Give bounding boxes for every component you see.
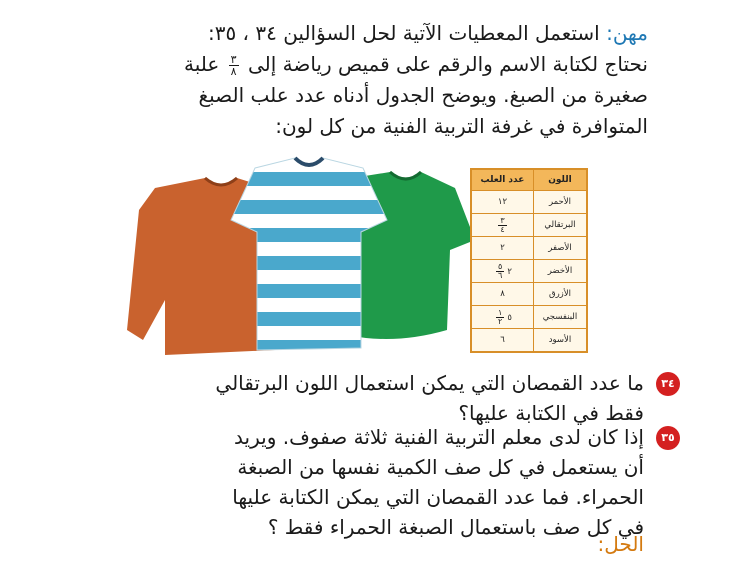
intro-line-2: نحتاج لكتابة الاسم والرقم على قميص رياضة إلى $\frac{٣}{٨}$ علبة xyxy=(183,52,648,78)
table-row: الأحمر ١٢ xyxy=(471,191,587,214)
paint-fraction: $\frac{٣}{٨}$ xyxy=(230,53,237,78)
topic-keyword: مهن: xyxy=(606,21,648,45)
paint-cans-table xyxy=(470,168,588,353)
table-row: البنفسجي ٥ $\frac{١}{٢}$ xyxy=(471,306,587,329)
t-shirts-illustration xyxy=(125,150,485,365)
intro-line-1: مهن: استعمل المعطيات الآتية لحل السؤالين ٣٤ ، ٣٥: xyxy=(207,21,648,45)
table-row: الأخضر ٢ $\frac{٥}{٦}$ xyxy=(471,260,587,283)
table-row: الأصفر ٢ xyxy=(471,237,587,260)
intro-line-3: صغيرة من الصبغ. ويوضح الجدول أدناه عدد علب الصبغ xyxy=(198,83,648,107)
intro-line-4: المتوافرة في غرفة التربية الفنية من كل لون: xyxy=(275,114,648,138)
header-color: اللون xyxy=(533,169,587,191)
table-row: البرتقالي $\frac{٣}{٤}$ xyxy=(471,214,587,237)
header-count: عدد العلب xyxy=(471,169,533,191)
question-35: ٣٥ إذا كان لدى معلم التربية الفنية ثلاثة صفوف. ويريد أن يستعمل في كل صف الكمية نفسها من الصبغة الحمراء. فما عدد القمصان التي يمكن الكتابة عليها في كل صف باستعمال الصبغة الحمراء فقط ؟ xyxy=(232,422,644,542)
table-row: الأسود ٦ xyxy=(471,329,587,353)
question-number-badge: ٣٥ xyxy=(656,426,680,450)
shirts-figure xyxy=(125,150,615,365)
table-row: الأزرق ٨ xyxy=(471,283,587,306)
intro-paragraph xyxy=(103,18,648,142)
solution-label: الحل: xyxy=(597,532,644,556)
question-number-badge: ٣٤ xyxy=(656,372,680,396)
question-34: ٣٤ ما عدد القمصان التي يمكن استعمال اللون البرتقالي فقط في الكتابة عليها؟ xyxy=(215,368,644,428)
